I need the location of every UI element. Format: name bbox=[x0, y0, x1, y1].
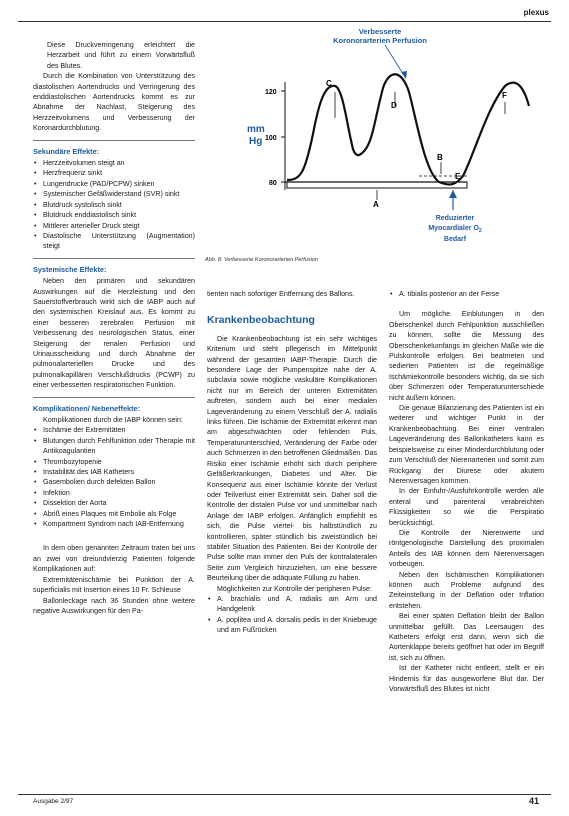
col3-para2: Die genaue Bilanzierung des Patienten ist ein weiterer und wichtiger Punkt in der Krankenbeobachtung. Bei einer ventralen Lageveränderung des Ballonkatheters kann es beispielsweise zu einer Minderdurchblutung oder zum Verschluß der Nierenarterien und somit zum Rückgang der Diurese oder akutem Nierenversagen kommen. bbox=[389, 404, 544, 485]
systemic-effects-text: Neben den primären und sekundären Auswirkungen auf die Herzleistung und den Sauerstoffverbrauch wirkt sich die IABP auch auf den systemischen Kreislauf aus. Es kommt zu einer besseren zerebralen Perfusion mit Verbesserung des neurologischen Status, einer Steigerung der renalen Perfusion und Urinausscheidung und durch Abnahme der pulmonalarteriellen Drucke und des pulmonalkapillären Verschlußdrucks (PCWP) zu einer verbesserten respiratorischen Funktion. bbox=[33, 277, 195, 390]
col1-intro: Diese Druckverringerung erleichtert die Herzarbeit und führt zu einem Vorwärtsfluß des Blutes. bbox=[47, 41, 195, 70]
col1-rule-1 bbox=[33, 140, 195, 141]
figure-title-line1: Verbesserte bbox=[358, 27, 402, 36]
secondary-effects-heading: Sekundäre Effekte: bbox=[33, 146, 100, 156]
list-item: • Dissektion der Aorta bbox=[33, 498, 195, 508]
y-unit-hg: Hg bbox=[249, 136, 263, 147]
label-e: E bbox=[455, 172, 461, 181]
secondary-effects-list bbox=[33, 158, 195, 252]
column-1 bbox=[33, 40, 195, 616]
column-2 bbox=[207, 289, 377, 636]
list-item: • Blutdruck systolisch sinkt bbox=[33, 200, 195, 210]
col3-para4: Die Kontrolle der Nierenwerte und röntgenologische Darstellung des proximalen Anteils des IAB können dem Nierenversagen vorbeugen. bbox=[389, 528, 544, 569]
label-b: B bbox=[437, 153, 443, 162]
tick-120: 120 bbox=[265, 89, 277, 96]
list-item: • Herzfrequenz sinkt bbox=[33, 168, 195, 178]
pulse-sites-list-cont bbox=[389, 289, 544, 299]
col2-para1: Die Krankenbeobachtung ist ein sehr wichtiges Kriterium und steht pflegerisch im Mittelpunkt während der gesamten IABP-Therapie. Durch die besondere Lage der Pumpenspitze nahe der A. subclavia sowie mögliche vaskuläre Komplikationen nicht nur im Bereich der unteren Extremitäten auftreten, sondern auch bei einer medialen Lageveränderung zu einem Verschluß der A. radialis links führen. Die Ischämie der Extremität erkennt man am abgeschwächten oder fehlenden Puls, Temperaturunterschied, Veränderung der Farbe oder auch Schmerzen in den betroffenen Gliedmaßen. Das Risiko einer Ischämie erhöht sich durch periphere Gefäßerkrankungen, Diabetes und Alter. Die Konsequenz aus einer Ischämie könnte der Verlust oder Teilverlust einer Extremität sein. Daher soll die Kontrolle der distalen Pulse vor und unmittelbar nach Anlage der IABP erfolgen. Anfänglich empfiehlt es sich, die Pulse viertel- bis halbstündlich zu kontrollieren, später stündlich bis zweistündlich bei stabiler Situation des Patienten. Bei der Kontrolle der Pulse sollte man immer den Puls der kontralateralen Seite zum Vergleich hinzuziehen, um eine bessere Beurteilung über die adäquate Füllung zu haben. bbox=[207, 334, 377, 583]
column-3 bbox=[389, 289, 544, 694]
label-f: F bbox=[502, 91, 507, 100]
label-c: C bbox=[326, 79, 332, 88]
list-item: • A. tibialis posterior an der Ferse bbox=[389, 289, 544, 299]
y-unit-mm: mm bbox=[247, 124, 265, 135]
col3-para1: Um mögliche Einblutungen in den Oberschenkel durch Fehlpunktion ausschließen zu können, sollte die Messung des Oberschenkelumfangs im gleichen Maße wie die Pulskontrolle erfolgen. Bei beatmeten und sedierten Patienten ist die regelmäßige Ischämiekontrolle besonders wichtig, da sie sich über Schmerzen oder Temperaturunterschiede nicht äußern können. bbox=[389, 310, 544, 402]
list-item: • Gasembolien durch defekten Ballon bbox=[33, 477, 195, 487]
label-a: A bbox=[373, 200, 379, 209]
col1-outro2: Extremitätenischämie bei Punktion der A. superficialis mit Insertion eines 10 Fr. Schleuse bbox=[33, 575, 195, 595]
col1-rule-2 bbox=[33, 258, 195, 259]
tick-80: 80 bbox=[269, 180, 277, 187]
col1-outro1: In dem oben genannten Zeitraum traten bei uns an zwei von dreiundvierzig Patienten folgende Komplikationen auf: bbox=[33, 544, 195, 574]
bottom-note-line3: Bedarf bbox=[443, 236, 467, 243]
list-item: • Diastolische Unterstützung (Augmentation) steigt bbox=[33, 231, 195, 252]
tick-100: 100 bbox=[265, 135, 277, 142]
col1-para2: Durch die Kombination von Unterstützung des diastolischen Aortendrucks und Verringerung des enddiastolischen Aortendrucks kommt es zur Abnahme der Nachlast, Steigerung des Herzzeitvolumens und Verbesserung der Koronardurchblutung. bbox=[33, 72, 195, 133]
krankenbeobachtung-heading: Krankenbeobachtung bbox=[207, 314, 315, 327]
col1-outro3: Ballonleckage nach 36 Stunden ohne weitere negative Auswirkungen für den Pa- bbox=[33, 596, 195, 615]
list-item: • Herzzeitvolumen steigt an bbox=[33, 158, 195, 168]
systemic-effects-heading: Systemische Effekte: bbox=[33, 264, 107, 274]
list-item: • Instabilität des IAB Katheters bbox=[33, 467, 195, 477]
col3-para3: In der Einfuhr-/Ausfuhrkontrolle werden alle enteral und parenteral verabreichten Flüssigkeiten so wie die Perspiratio berücksichtigt. bbox=[389, 487, 544, 527]
list-item: • Blutungen durch Fehlfunktion oder Therapie mit Antikoagulantien bbox=[33, 436, 195, 457]
pressure-curve bbox=[287, 74, 529, 184]
page-number: 41 bbox=[528, 796, 539, 806]
list-item: • A. poplitea und A. dorsalis pedis in der Kniebeuge und am Fußrücken bbox=[207, 615, 377, 636]
col2-para2: Möglichkeiten zur Kontrolle der peripheren Pulse: bbox=[217, 584, 372, 593]
list-item: • Ischämie der Extremitäten bbox=[33, 425, 195, 435]
col1-rule-3 bbox=[33, 397, 195, 398]
label-d: D bbox=[391, 101, 397, 110]
col3-para6: Bei einer späten Deflation bleibt der Ballon unmittelbar gefüllt. Das Leersaugen des Katheters erfolgt erst dann, wenn sich die Aortenklappe bereits geöffnet hat oder im Begriff ist, sich zu öffnen. bbox=[389, 612, 544, 662]
bottom-note-line1: Reduzierter bbox=[435, 215, 475, 222]
section-header: plexus bbox=[523, 8, 549, 17]
figure-caption: Abb. 8: Verbesserte Koronorarterien Perfusion bbox=[205, 257, 318, 263]
col3-para7: Ist der Katheter nicht entleert, stellt er ein Hindernis für das ausgeworfene Blut dar. Der Vorwärtsfluß des Blutes ist nicht bbox=[389, 664, 544, 694]
footer-rule bbox=[18, 794, 551, 795]
complications-intro: Komplikationen durch die IABP können sein: bbox=[43, 416, 183, 424]
figure bbox=[205, 22, 555, 262]
bottom-note-line2: Myocardialer $O_2$ bbox=[428, 225, 482, 234]
bottom-pointer-arrowhead bbox=[449, 190, 457, 198]
footer-issue: Ausgabe 2/97 bbox=[33, 798, 74, 805]
list-item: • Abriß eines Plaques mit Embolie als Folge bbox=[33, 509, 195, 519]
complications-list bbox=[33, 425, 195, 529]
list-item: • Thrombozytopenie bbox=[33, 457, 195, 467]
col2-top: tienten nach sofortiger Entfernung des Ballons. bbox=[207, 290, 355, 298]
figure-title-line2: Koronorarterien Perfusion bbox=[333, 36, 427, 45]
complications-heading: Komplikationen/ Nebeneffekte: bbox=[33, 403, 141, 413]
col3-para5: Neben den Ischämischen Komplikationen können auch Probleme aufgrund des Zeiteinstellung in der Deflation oder Inflation entstehen. bbox=[389, 570, 544, 610]
list-item: • Systemischer Gefäßwiderstand (SVR) sinkt bbox=[33, 189, 195, 199]
list-item: • Mittlerer arterieller Druck steigt bbox=[33, 221, 195, 231]
pulse-sites-list bbox=[207, 594, 377, 636]
list-item: • Infektion bbox=[33, 488, 195, 498]
list-item: • Lungendrucke (PAD/PCPW) sinken bbox=[33, 179, 195, 189]
list-item: • A. brachialis und A. radialis am Arm und Handgelenk bbox=[207, 594, 377, 615]
list-item: • Kompartment Syndrom nach IAB-Entfernung bbox=[33, 519, 195, 529]
list-item: • Blutdruck enddiastolisch sinkt bbox=[33, 210, 195, 220]
pressure-curve-figure bbox=[205, 22, 555, 262]
